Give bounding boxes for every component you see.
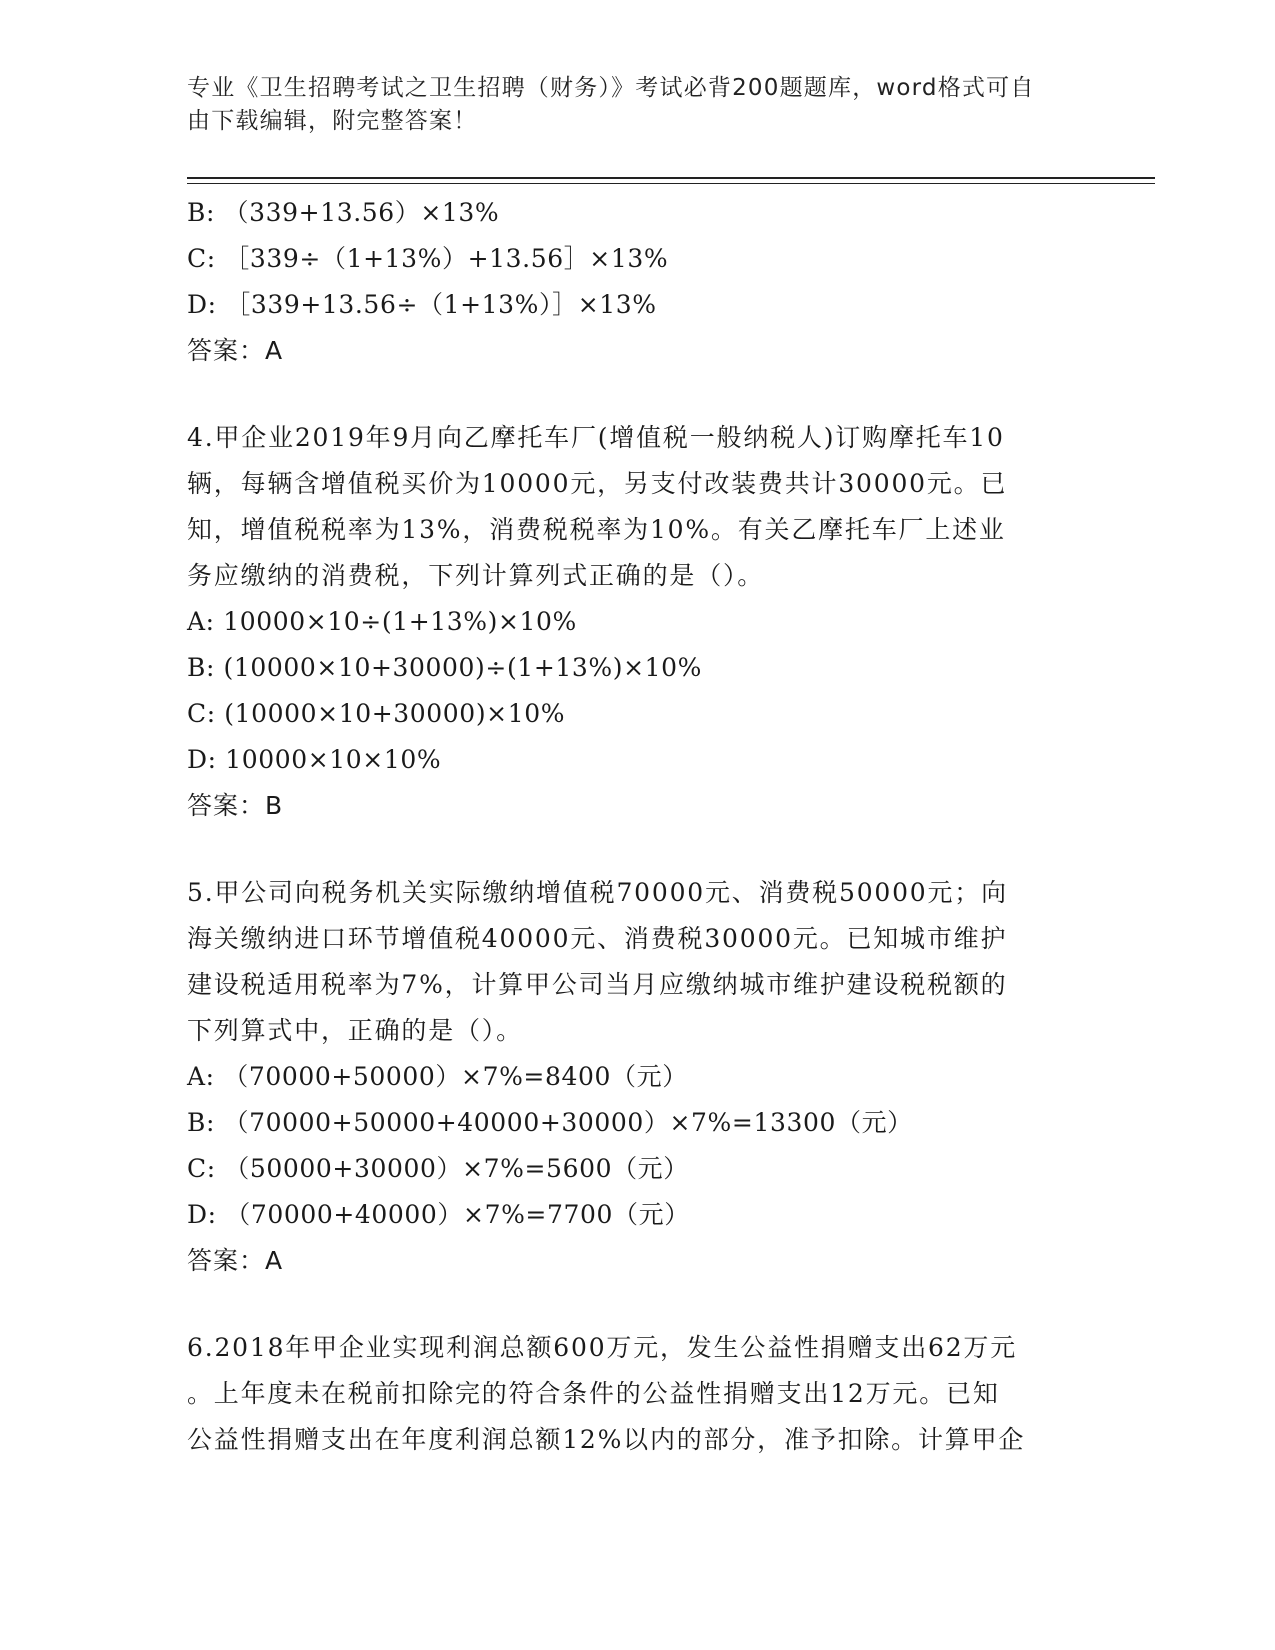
option-c: C: ［339÷（1+13%）+13.56］×13% [187, 244, 669, 273]
question-5 [187, 870, 1087, 1284]
question-stem-line: 知，增值税税率为13%，消费税税率为10%。有关乙摩托车厂上述业 [187, 515, 1006, 544]
question-stem-line: 。上年度未在税前扣除完的符合条件的公益性捐赠支出12万元。已知 [187, 1379, 1000, 1408]
option-b: B: （70000+50000+40000+30000）×7%=13300（元） [187, 1108, 913, 1137]
option-a: A: 10000×10÷(1+13%)×10% [187, 607, 577, 636]
option-d: D: （70000+40000）×7%=7700（元） [187, 1200, 690, 1229]
answer-label: 答案：A [187, 336, 284, 365]
question-3-fragment [187, 190, 1087, 374]
question-stem-line: 5.甲公司向税务机关实际缴纳增值税70000元、消费税50000元；向 [187, 878, 1008, 907]
header-line-2: 由下载编辑，附完整答案！ [187, 108, 478, 134]
header-divider-thick [187, 177, 1155, 179]
header-divider-thin [187, 183, 1155, 184]
question-4 [187, 415, 1087, 829]
question-stem-line: 建设税适用税率为7%，计算甲公司当月应缴纳城市维护建设税税额的 [187, 970, 1008, 999]
option-b: B: （339+13.56）×13% [187, 198, 500, 227]
option-d: D: 10000×10×10% [187, 745, 442, 774]
header-line-1: 专业《卫生招聘考试之卫生招聘（财务）》考试必背200题题库，word格式可自 [187, 75, 1035, 101]
option-a: A: （70000+50000）×7%=8400（元） [187, 1062, 688, 1091]
option-b: B: (10000×10+30000)÷(1+13%)×10% [187, 653, 702, 682]
answer-label: 答案：B [187, 791, 284, 820]
question-stem-line: 辆，每辆含增值税买价为10000元，另支付改装费共计30000元。已 [187, 469, 1008, 498]
question-stem-line: 务应缴纳的消费税，下列计算列式正确的是（）。 [187, 561, 765, 590]
option-c: C: (10000×10+30000)×10% [187, 699, 566, 728]
question-6 [187, 1325, 1087, 1463]
question-stem-line: 4.甲企业2019年9月向乙摩托车厂(增值税一般纳税人)订购摩托车10 [187, 423, 1005, 452]
question-stem-line: 海关缴纳进口环节增值税40000元、消费税30000元。已知城市维护 [187, 924, 1008, 953]
document-header [187, 72, 1067, 138]
question-stem-line: 下列算式中，正确的是（）。 [187, 1016, 523, 1045]
option-d: D: ［339+13.56÷（1+13%）］×13% [187, 290, 657, 319]
answer-label: 答案：A [187, 1246, 284, 1275]
question-stem-line: 公益性捐赠支出在年度利润总额12%以内的部分，准予扣除。计算甲企 [187, 1425, 1026, 1454]
option-c: C: （50000+30000）×7%=5600（元） [187, 1154, 689, 1183]
question-stem-line: 6.2018年甲企业实现利润总额600万元，发生公益性捐赠支出62万元 [187, 1333, 1018, 1362]
document-body [187, 190, 1087, 1463]
